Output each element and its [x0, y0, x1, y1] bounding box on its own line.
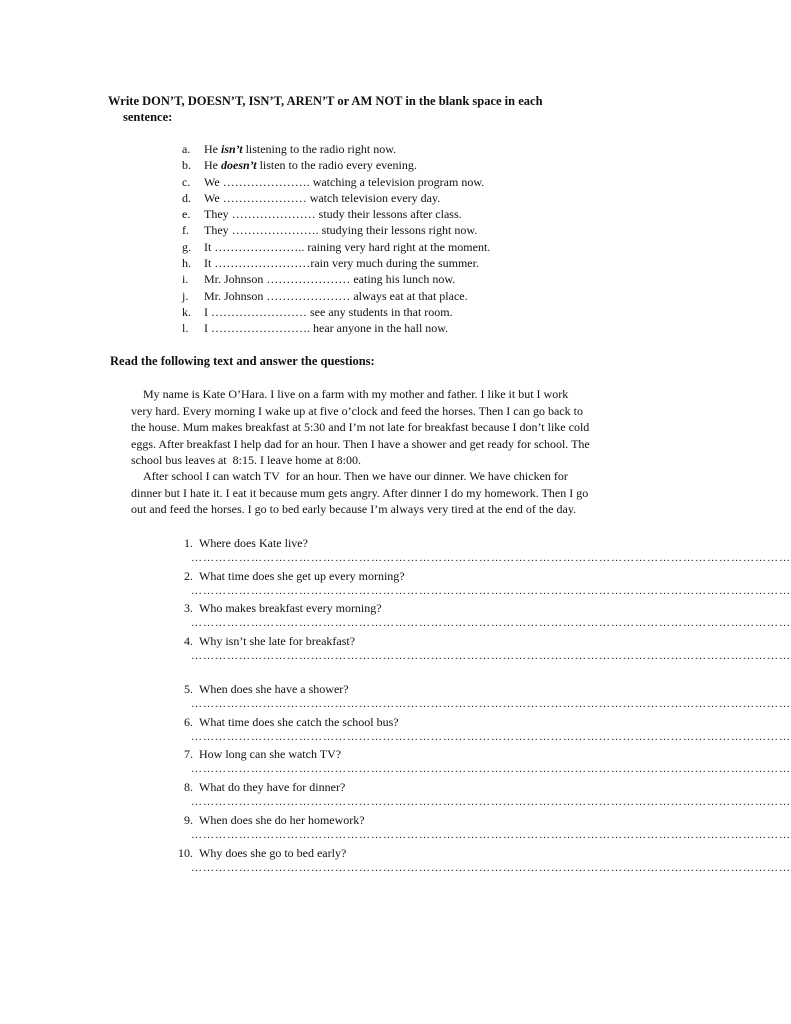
answer-line-dots: …………………………………………………………………………………………………………………………………… [191, 763, 791, 775]
question-text: When does she have a shower? [199, 682, 349, 696]
question-text: What time does she get up every morning? [199, 569, 405, 583]
question-row [160, 845, 646, 861]
item-letter: f. [182, 223, 189, 238]
question-row [160, 633, 646, 649]
item-answer: doesn’t [221, 158, 257, 173]
exercise1-heading-continued: sentence: [123, 110, 173, 124]
answer-line[interactable] [160, 828, 791, 842]
question-item [160, 714, 791, 748]
reading-paragraph-2 [131, 468, 671, 518]
paragraph-line: school bus leaves at 8:15. I leave home at 8:00. [131, 453, 361, 468]
answer-line[interactable] [160, 795, 791, 809]
question-row [160, 681, 646, 697]
item-text: He [204, 142, 221, 156]
question-number: 5. [184, 682, 193, 696]
item-letter: k. [182, 304, 191, 319]
answer-line-dots: …………………………………………………………………………………………………………………………………… [191, 731, 791, 743]
exercise1-item [182, 190, 490, 206]
question-item [160, 681, 791, 715]
paragraph-line: the house. Mum makes breakfast at 5:30 and I’m not late for breakfast because I don’t like cold [131, 420, 590, 435]
paragraph-line: eggs. After breakfast I help dad for an hour. Then I have a shower and get ready for school. The [131, 436, 590, 451]
question-text: How long can she watch TV? [199, 747, 342, 761]
question-text: When does she do her homework? [199, 813, 365, 827]
item-text-end: listen to the radio every evening. [256, 158, 417, 173]
item-text: They …………………. studying their lessons right now. [204, 223, 478, 238]
question-item [160, 535, 791, 569]
question-number: 3. [184, 601, 193, 615]
exercise2-heading: Read the following text and answer the questions: [110, 354, 375, 368]
item-text: They ………………… study their lessons after class. [204, 207, 462, 222]
exercise1-item [182, 141, 490, 157]
item-letter: a. [182, 142, 191, 156]
question-row [160, 568, 646, 584]
exercise1-item [182, 222, 490, 238]
question-text: Where does Kate live? [199, 536, 308, 550]
answer-line[interactable] [160, 584, 791, 598]
question-number: 9. [184, 813, 193, 827]
answer-line[interactable] [160, 697, 791, 711]
question-number: 10. [178, 846, 193, 860]
question-text: Who makes breakfast every morning? [199, 601, 382, 615]
answer-line-dots: …………………………………………………………………………………………………………………………………… [191, 698, 791, 710]
question-number: 1. [184, 536, 193, 550]
exercise1-item [182, 271, 490, 287]
item-letter: g. [182, 239, 191, 254]
question-item [160, 845, 791, 879]
item-letter: b. [182, 158, 191, 173]
question-item [160, 812, 791, 846]
item-letter: e. [182, 207, 191, 222]
item-text-end: listening to the radio right now. [242, 142, 397, 156]
question-row [160, 600, 646, 616]
question-item [160, 746, 791, 780]
paragraph-line: After school I can watch TV for an hour. Then we have our dinner. We have chicken for [131, 469, 568, 483]
question-item [160, 779, 791, 813]
question-text: What do they have for dinner? [199, 780, 346, 794]
item-letter: h. [182, 256, 191, 271]
question-row [160, 779, 646, 795]
item-text: He [204, 158, 221, 173]
item-text: We …………………. watching a television program now. [204, 174, 485, 189]
answer-line[interactable] [160, 649, 791, 663]
question-item [160, 633, 791, 667]
item-answer: isn’t [221, 142, 243, 156]
exercise1-item [182, 304, 490, 320]
item-text: Mr. Johnson ………………… always eat at that place. [204, 288, 468, 303]
question-row [160, 535, 646, 551]
answer-line-dots: …………………………………………………………………………………………………………………………………… [191, 585, 791, 597]
answer-line-dots: …………………………………………………………………………………………………………………………………… [191, 617, 791, 629]
exercise1-item [182, 288, 490, 304]
question-number: 8. [184, 780, 193, 794]
exercise1-item [182, 174, 490, 190]
question-number: 4. [184, 634, 193, 648]
question-row [160, 812, 646, 828]
answer-line-dots: …………………………………………………………………………………………………………………………………… [191, 862, 791, 874]
exercise1-item [182, 206, 490, 222]
question-text: What time does she catch the school bus? [199, 715, 399, 729]
item-text: I ……………………. hear anyone in the hall now. [204, 321, 449, 336]
item-text: Mr. Johnson ………………… eating his lunch now. [204, 272, 456, 287]
paragraph-line: dinner but I hate it. I eat it because mum gets angry. After dinner I do my homework. Then I go [131, 485, 589, 500]
item-text: It ……………………rain very much during the summer. [204, 256, 479, 271]
item-letter: c. [182, 174, 191, 189]
question-row [160, 746, 646, 762]
paragraph-line: My name is Kate O’Hara. I live on a farm with my mother and father. I like it but I work [131, 387, 569, 401]
paragraph-line: very hard. Every morning I wake up at five o’clock and feed the horses. Then I can go back to [131, 403, 583, 418]
item-letter: l. [182, 321, 189, 336]
answer-line[interactable] [160, 616, 791, 630]
question-number: 6. [184, 715, 193, 729]
exercise1-heading: Write DON’T, DOESN’T, ISN’T, AREN’T or AM NOT in the blank space in each [108, 94, 543, 108]
paragraph-line: out and feed the horses. I go to bed early because I’m always very tired at the end of the day. [131, 502, 577, 517]
item-text: We ………………… watch television every day. [204, 190, 441, 205]
question-item [160, 600, 791, 634]
reading-paragraph-1 [131, 386, 671, 469]
question-text: Why isn’t she late for breakfast? [199, 634, 356, 648]
exercise1-item [182, 239, 490, 255]
exercise1-item [182, 255, 490, 271]
exercise1-item [182, 157, 490, 173]
question-item [160, 568, 791, 602]
question-row [160, 714, 646, 730]
exercise1-list [182, 141, 490, 337]
answer-line[interactable] [160, 730, 791, 744]
answer-line[interactable] [160, 762, 791, 776]
exercise1-item [182, 320, 490, 336]
answer-line-dots: …………………………………………………………………………………………………………………………………… [191, 552, 791, 564]
answer-line[interactable] [160, 551, 791, 565]
answer-line-dots: …………………………………………………………………………………………………………………………………… [191, 796, 791, 808]
answer-line[interactable] [160, 861, 791, 875]
question-text: Why does she go to bed early? [199, 846, 347, 860]
question-number: 7. [184, 747, 193, 761]
item-text: I …………………… see any students in that room. [204, 304, 453, 319]
item-letter: d. [182, 190, 191, 205]
item-text: It ………………….. raining very hard right at the moment. [204, 239, 491, 254]
item-letter: i. [182, 272, 189, 287]
question-number: 2. [184, 569, 193, 583]
answer-line-dots: …………………………………………………………………………………………………………………………………… [191, 650, 791, 662]
item-letter: j. [182, 288, 189, 303]
answer-line-dots: …………………………………………………………………………………………………………………………………… [191, 829, 791, 841]
